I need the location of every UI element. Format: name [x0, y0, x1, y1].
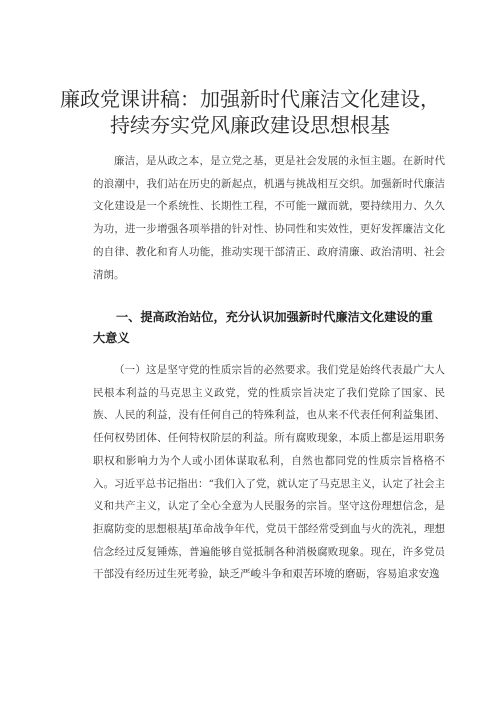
- intro-paragraph: 廉洁，是从政之本，是立党之基，更是社会发展的永恒主题。在新时代的浪潮中，我们站在历史的新起点，机遇与挑战相互交织。加强新时代廉洁文化建设是一个系统性、长期性工程，不可能一蹴而就，要持续用力、久久为功，进一步增强各项举措的针对性、协同性和实效性，更好发挥廉洁文化的自律、教化和育人功能，推动实现干部清正、政府清廉、政治清明、社会清朗。: [93, 155, 445, 281]
- document-title-line-1: 廉政党课讲稿：加强新时代廉洁文化建设，: [60, 87, 440, 111]
- subsection-1-paragraph: （一）这是坚守党的性质宗旨的必然要求。我们党是始终代表最广大人民根本利益的马克思主义政党，党的性质宗旨决定了我们党除了国家、民族、人民的利益，没有任何自己的特殊利益，也从来不代表任何利益集团、任何权势团体、任何特权阶层的利益。所有腐败现象，本质上都是运用职务职权和影响力为个人或小团体谋取私利，自然也都同党的性质宗旨格格不入。习近平总书记指出：“我们入了党，就认定了马克思主义，认定了社会主义和共产主义，认定了全心全意为人民服务的宗旨。坚守这份理想信念，是拒腐防变的思想根基J革命战争年代，党员干部经常受到血与火的洗礼，理想信念经过反复锤炼，普遍能够自觉抵制各种消极腐败现象。现在，许多党员干部没有经历过生死考验，缺乏严峻斗争和艰苦环境的磨砺，容易追求安逸: [93, 364, 445, 581]
- section-1-heading: 一、提高政治站位，充分认识加强新时代廉洁文化建设的重大意义: [93, 310, 433, 345]
- document-title-line-2: 持续夯实党风廉政建设思想根基: [110, 113, 390, 137]
